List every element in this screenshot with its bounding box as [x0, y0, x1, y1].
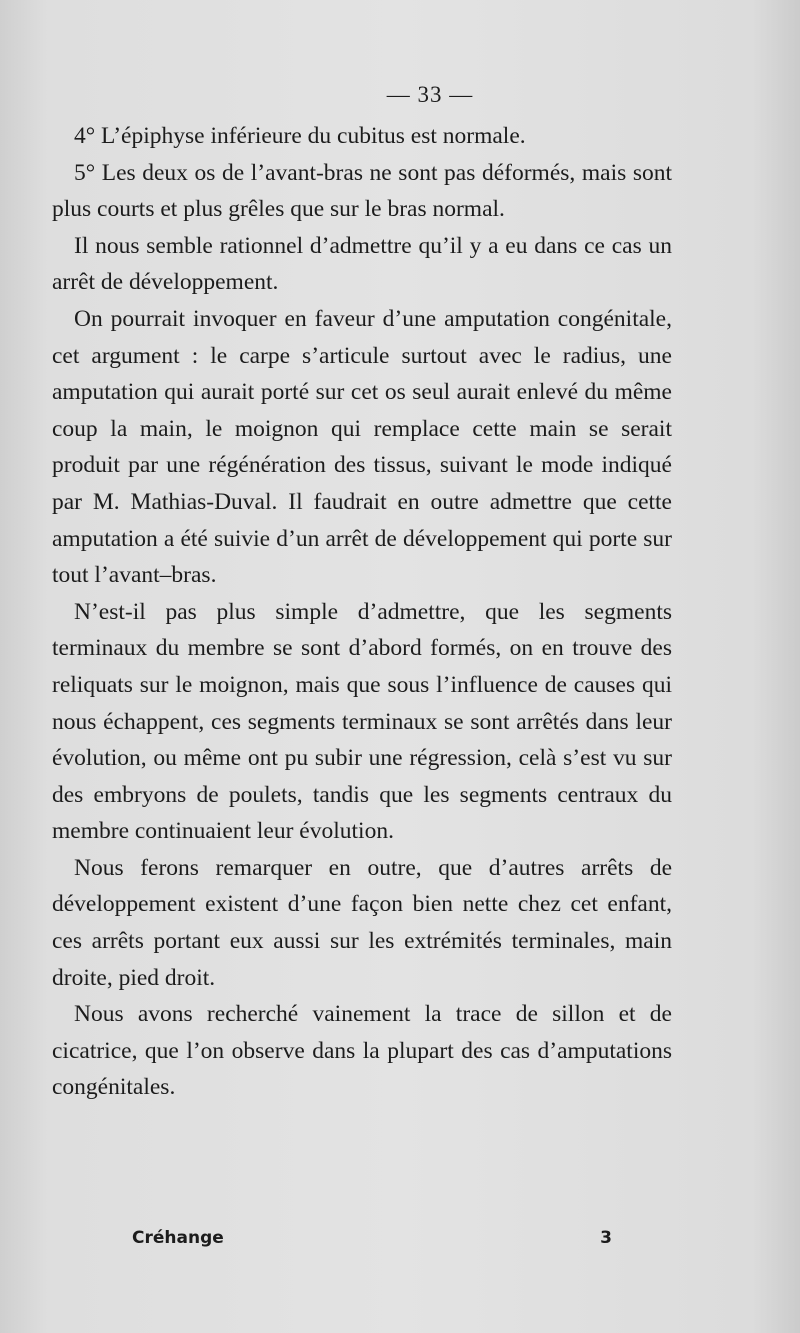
body-text: [52, 118, 672, 1106]
paragraph-scar-search: Nous avons recherché vainement la trace de sillon et de cicatrice, que l’on observe dans la plupart des cas d’amputations congénitales.: [52, 1001, 672, 1101]
paragraph-terminal-segments: N’est-il pas plus simple d’admettre, que les segments terminaux du membre se sont d’abord formés, on en trouve des reliquats sur le moignon, mais que sous l’influence de causes qui nous échappent, ces segments terminaux se sont arrêtés dans leur évolution, ou même ont pu subir une régression, celà s’est vu sur des embryons de poulets, tandis que les segments centraux du membre continuaient leur évolution.: [52, 598, 672, 845]
page-number: — 33 —: [386, 82, 474, 107]
paragraph-forearm-bones: 5° Les deux os de l’avant-bras ne sont pas déformés, mais sont plus courts et plus grêles que sur le bras normal.: [52, 159, 672, 223]
paragraph-congenital-amputation: On pourrait invoquer en faveur d’une amputation congénitale, cet argument : le carpe s’articule surtout avec le radius, une amputation qui aurait porté sur cet os seul aurait enlevé du même coup la main, le moignon qui remplace cette main se serait produit par une régénération des tissus, suivant le mode indiqué par M. Mathias-Duval. Il faudrait en outre admettre que cette amputation a été suivie d’un arrêt de développement qui porte sur tout l’avant–bras.: [52, 305, 672, 589]
paragraph-other-arrests: Nous ferons remarquer en outre, que d’autres arrêts de développement existent d’une façon bien nette chez cet enfant, ces arrêts portant eux aussi sur les extrémités terminales, main droite, pied droit.: [52, 854, 672, 991]
footer-sheet-number: 3: [600, 1228, 612, 1248]
paragraph-epiphysis: 4° L’épiphyse inférieure du cubitus est normale.: [74, 123, 526, 149]
paragraph-developmental-arrest: Il nous semble rationnel d’admettre qu’il y a eu dans ce cas un arrêt de développement.: [52, 232, 672, 296]
footer-signature: Créhange: [132, 1228, 224, 1248]
